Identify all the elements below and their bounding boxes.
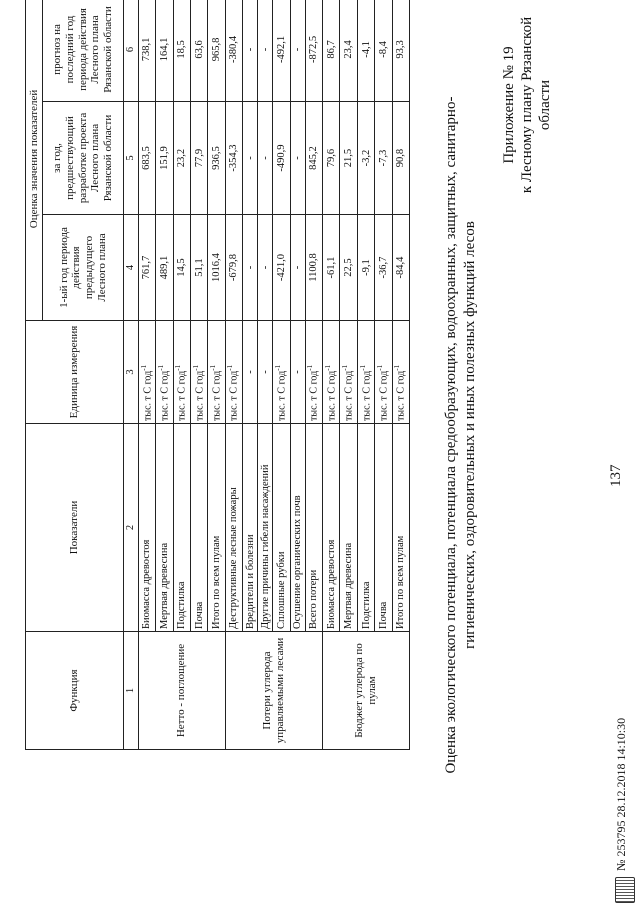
- value-cell: -: [290, 102, 305, 215]
- unit-cell: -: [290, 321, 305, 424]
- unit-cell: [340, 321, 357, 424]
- page-number: 137: [608, 464, 624, 487]
- footer-stamp: [612, 585, 634, 905]
- value-cell: 1100,8: [305, 215, 322, 321]
- unit-text: тыс. т С год: [141, 370, 153, 421]
- value-cell: -490,9: [273, 102, 290, 215]
- value-cell: -3,2: [357, 102, 374, 215]
- indicator-cell: Почва: [375, 424, 392, 632]
- indicator-cell: Вредители и болезни: [243, 424, 258, 632]
- value-cell: 965,8: [208, 0, 225, 102]
- number-sign: №: [614, 859, 628, 871]
- unit-cell: [323, 321, 340, 424]
- unit-cell: [138, 321, 155, 424]
- stamp-icon: [615, 877, 635, 903]
- table-row: [225, 0, 242, 750]
- title-line-1: Оценка экологического потенциала, потенциала средообразующих, водоохранных, защитных, санитарно-: [443, 96, 459, 774]
- unit-exponent: -1: [209, 364, 218, 371]
- footer-reference: [614, 718, 629, 871]
- value-cell: -: [258, 215, 273, 321]
- header-col6: прогноз на последний год периода действия Лесного плана Рязанской области: [43, 0, 124, 102]
- unit-cell: -: [258, 321, 273, 424]
- header-col4: 1-ый год периода действия предыдущего Лесного плана: [43, 215, 124, 321]
- value-cell: 164,1: [156, 0, 173, 102]
- col-number: 1: [123, 632, 138, 750]
- indicator-cell: Деструктивные лесные пожары: [225, 424, 242, 632]
- unit-cell: [375, 321, 392, 424]
- unit-cell: [190, 321, 207, 424]
- unit-cell: [173, 321, 190, 424]
- value-cell: -: [258, 0, 273, 102]
- unit-text: тыс. т С год: [326, 370, 338, 421]
- unit-exponent: -1: [358, 364, 367, 371]
- value-cell: 22,5: [340, 215, 357, 321]
- value-cell: 77,9: [190, 102, 207, 215]
- value-cell: 18,5: [173, 0, 190, 102]
- unit-cell: -: [243, 321, 258, 424]
- value-cell: -84,4: [392, 215, 409, 321]
- col-number: 2: [123, 424, 138, 632]
- unit-exponent: -1: [393, 364, 402, 371]
- indicator-cell: Другие причины гибели насаждений: [258, 424, 273, 632]
- unit-text: тыс. т С год: [176, 370, 188, 421]
- indicator-cell: Сплошные рубки: [273, 424, 290, 632]
- value-cell: 151,9: [156, 102, 173, 215]
- unit-text: тыс. т С год: [395, 370, 407, 421]
- annex-heading: [500, 5, 554, 205]
- value-cell: -7,3: [375, 102, 392, 215]
- unit-text: тыс. т С год: [378, 370, 390, 421]
- value-cell: 51,1: [190, 215, 207, 321]
- unit-cell: [305, 321, 322, 424]
- value-cell: 14,5: [173, 215, 190, 321]
- table-row: [138, 0, 155, 750]
- header-group: Оценка значения показателей: [26, 0, 43, 321]
- unit-cell: [208, 321, 225, 424]
- value-cell: 761,7: [138, 215, 155, 321]
- annex-line-3: области: [537, 79, 553, 131]
- indicator-cell: Почва: [190, 424, 207, 632]
- function-cell: Нетто - поглощение: [138, 632, 225, 750]
- value-cell: 86,7: [323, 0, 340, 102]
- unit-text: тыс. т С год: [308, 370, 320, 421]
- function-cell: Потери углерода управляемыми лесами: [225, 632, 322, 750]
- value-cell: -421,0: [273, 215, 290, 321]
- value-cell: -: [258, 102, 273, 215]
- col-number: 4: [123, 215, 138, 321]
- value-cell: -36,7: [375, 215, 392, 321]
- unit-text: тыс. т С год: [276, 370, 288, 421]
- unit-text: тыс. т С год: [159, 370, 171, 421]
- value-cell: -: [243, 102, 258, 215]
- unit-exponent: -1: [139, 364, 148, 371]
- unit-text: тыс. т С год: [228, 370, 240, 421]
- indicator-cell: Подстилка: [173, 424, 190, 632]
- value-cell: 489,1: [156, 215, 173, 321]
- header-unit: Единица измерения: [26, 321, 124, 424]
- unit-exponent: -1: [156, 364, 165, 371]
- unit-exponent: -1: [174, 364, 183, 371]
- value-cell: 79,6: [323, 102, 340, 215]
- indicator-cell: Мертвая древесина: [340, 424, 357, 632]
- indicator-cell: Итого по всем пулам: [208, 424, 225, 632]
- value-cell: -61,1: [323, 215, 340, 321]
- unit-text: тыс. т С год: [343, 370, 355, 421]
- value-cell: -679,8: [225, 215, 242, 321]
- annex-line-1: Приложение № 19: [501, 46, 517, 164]
- unit-exponent: -1: [375, 364, 384, 371]
- unit-exponent: -1: [323, 364, 332, 371]
- value-cell: -4,1: [357, 0, 374, 102]
- unit-text: тыс. т С год: [211, 370, 223, 421]
- value-cell: 1016,4: [208, 215, 225, 321]
- unit-exponent: -1: [226, 364, 235, 371]
- value-cell: -9,1: [357, 215, 374, 321]
- carbon-table: [25, 0, 410, 750]
- value-cell: -380,4: [225, 0, 242, 102]
- unit-cell: [156, 321, 173, 424]
- unit-text: тыс. т С год: [194, 370, 206, 421]
- indicator-cell: Итого по всем пулам: [392, 424, 409, 632]
- header-col5: за год, предшествующий разработке проекта Лесного плана Рязанской области: [43, 102, 124, 215]
- unit-cell: [273, 321, 290, 424]
- value-cell: -: [290, 215, 305, 321]
- value-cell: -354,3: [225, 102, 242, 215]
- col-number: 6: [123, 0, 138, 102]
- unit-exponent: -1: [274, 364, 282, 371]
- value-cell: -: [290, 0, 305, 102]
- indicator-cell: Биомасса древостоя: [323, 424, 340, 632]
- unit-cell: [225, 321, 242, 424]
- value-cell: -: [243, 0, 258, 102]
- unit-cell: [357, 321, 374, 424]
- value-cell: 936,5: [208, 102, 225, 215]
- indicator-cell: Биомасса древостоя: [138, 424, 155, 632]
- value-cell: -492,1: [273, 0, 290, 102]
- value-cell: 23,2: [173, 102, 190, 215]
- value-cell: -872,5: [305, 0, 322, 102]
- value-cell: -: [243, 215, 258, 321]
- unit-exponent: -1: [341, 364, 350, 371]
- value-cell: 63,6: [190, 0, 207, 102]
- table-row: [323, 0, 340, 750]
- footer-date: 28.12.2018 14:10:30: [614, 717, 628, 818]
- value-cell: 845,2: [305, 102, 322, 215]
- unit-exponent: -1: [306, 364, 315, 371]
- col-number: 5: [123, 102, 138, 215]
- footer-code: 253795: [614, 820, 628, 857]
- value-cell: 93,3: [392, 0, 409, 102]
- unit-cell: [392, 321, 409, 424]
- indicator-cell: Мертвая древесина: [156, 424, 173, 632]
- value-cell: 21,5: [340, 102, 357, 215]
- unit-exponent: -1: [191, 364, 200, 371]
- header-function: Функция: [26, 632, 124, 750]
- value-cell: 23,4: [340, 0, 357, 102]
- value-cell: 683,5: [138, 102, 155, 215]
- indicator-cell: Подстилка: [357, 424, 374, 632]
- value-cell: -8,4: [375, 0, 392, 102]
- col-number: 3: [123, 321, 138, 424]
- indicator-cell: Всего потери: [305, 424, 322, 632]
- function-cell: Бюджет углерода по пулам: [323, 632, 410, 750]
- document-title: [442, 55, 480, 815]
- unit-text: тыс. т С год: [360, 370, 372, 421]
- value-cell: 738,1: [138, 0, 155, 102]
- value-cell: 90,8: [392, 102, 409, 215]
- annex-line-2: к Лесному плану Рязанской: [519, 16, 535, 194]
- indicator-cell: Осушение органических почв: [290, 424, 305, 632]
- header-indicators: Показатели: [26, 424, 124, 632]
- title-line-2: гигиенических, оздоровительных и иных полезных функций лесов: [461, 221, 478, 649]
